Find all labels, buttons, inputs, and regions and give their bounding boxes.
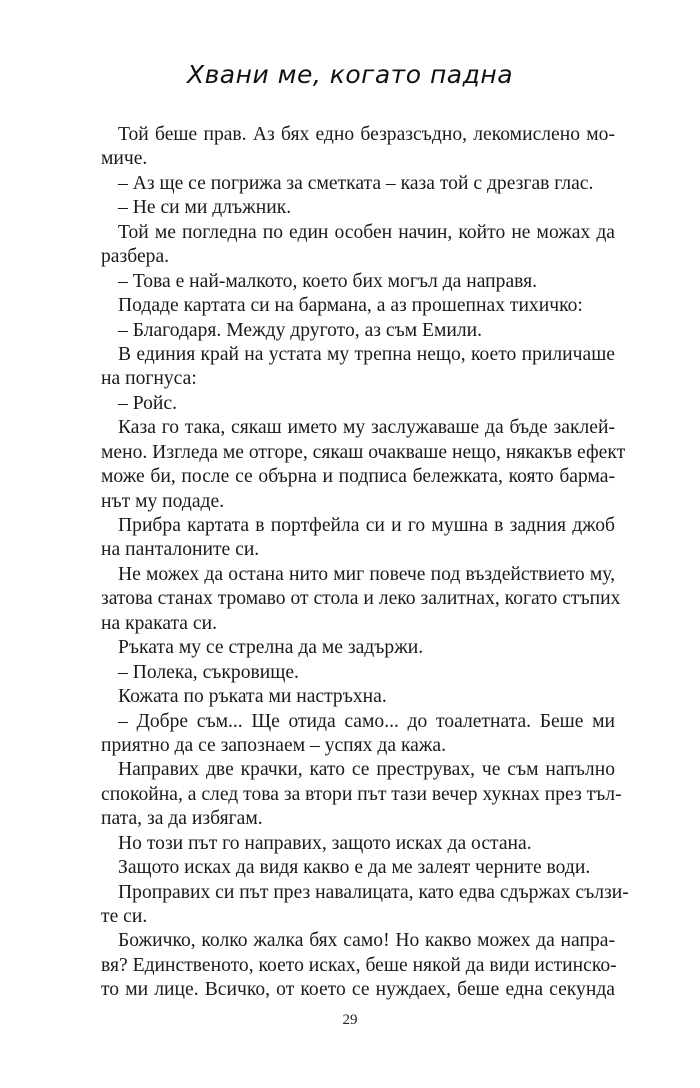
text-line: Ръката му се стрелна да ме задържи. — [118, 637, 424, 659]
text-line: на погнуса: — [101, 368, 197, 390]
text-line: – Не си ми длъжник. — [118, 197, 292, 219]
text-line: разбера. — [101, 246, 170, 268]
text-line: – Ройс. — [118, 392, 177, 414]
text-line: на краката си. — [101, 612, 217, 634]
text-line: нът му подаде. — [101, 490, 225, 512]
text-line: може би, после се обърна и подписа бележката, която барма- — [101, 466, 615, 488]
text-line: пата, за да избягам. — [101, 808, 263, 830]
text-line: Кожата по ръката ми настръхна. — [118, 686, 387, 708]
text-line: приятно да се запознаем – успях да кажа. — [101, 734, 446, 756]
text-line: Той беше прав. Аз бях едно безразсъдно, лекомислено мо- — [118, 124, 615, 145]
text-line: В единия край на устата му трепна нещо, което приличаше — [118, 343, 615, 365]
text-line: вя? Единственото, което исках, беше някой да види истинско- — [101, 954, 617, 976]
text-line: Прибра картата в портфейла си и го мушна в задния джоб — [118, 515, 615, 536]
text-line: Проправих си път през навалицата, като едва сдържах сълзи- — [118, 881, 629, 903]
running-head-title: Хвани ме, когато падна — [186, 60, 514, 89]
text-line: – Това е най-малкото, което бих могъл да направя. — [118, 270, 538, 292]
text-line: Каза го така, сякаш името му заслужаваше да бъде заклей- — [118, 417, 615, 439]
page-number: 29 — [342, 1012, 358, 1028]
text-line: затова станах тромаво от стола и леко залитнах, когато стъпих — [101, 588, 621, 610]
text-line: Направих две крачки, като се преструвах, че съм напълно — [118, 759, 615, 781]
text-line: Защото исках да видя какво е да ме залеят черните води. — [118, 857, 591, 879]
text-line: Не можех да остана нито миг повече под въздействието му, — [118, 563, 615, 585]
text-line: Той ме погледна по един особен начин, който не можах да — [118, 221, 615, 243]
text-line: – Аз ще се погрижа за сметката – каза той с дрезгав глас. — [118, 172, 594, 194]
text-line: то ми лице. Всичко, от което се нуждаех, беше една секунда — [101, 979, 615, 1001]
text-line: миче. — [101, 148, 148, 170]
text-line: – Полека, съкровище. — [118, 661, 299, 683]
text-line: Подаде картата си на бармана, а аз прошепнах тихичко: — [118, 295, 583, 317]
text-line: – Добре съм... Ще отида само... до тоалетната. Беше ми — [118, 710, 615, 732]
text-line: на панталоните си. — [101, 539, 260, 561]
text-line: мено. Изгледа ме отгоре, сякаш очакваше нещо, някакъв ефект — [101, 441, 626, 463]
text-line: Божичко, колко жалка бях само! Но какво можех да напра- — [118, 930, 615, 952]
text-line: те си. — [101, 906, 148, 927]
text-line: – Благодаря. Между другото, аз съм Емили. — [118, 319, 483, 341]
body-text — [101, 123, 629, 1003]
text-line: Но този път го направих, защото исках да остана. — [118, 832, 532, 854]
text-line: спокойна, а след това за втори път тази вечер хукнах през тъл- — [101, 783, 622, 805]
